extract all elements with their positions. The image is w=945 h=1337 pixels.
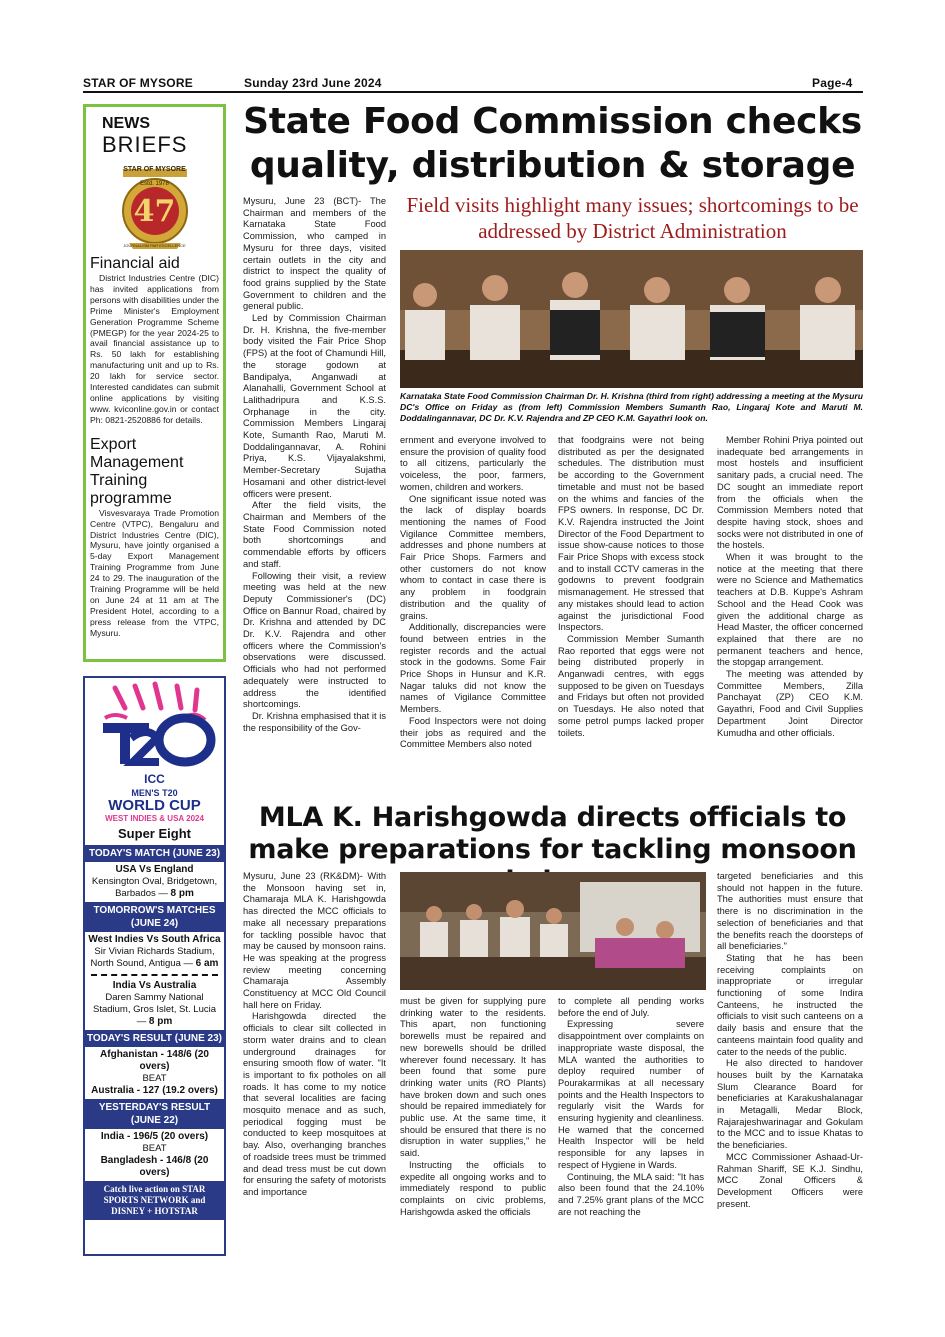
todays-result-band: TODAY'S RESULT (JUNE 23) [85,1030,224,1047]
todays-match-venue: Kensington Oval, Bridgetown, Barbados [91,876,218,899]
news-briefs-subtitle: BRIEFS [102,132,188,157]
issue-date: Sunday 23rd June 2024 [244,76,382,90]
tomorrow-match-1-time: 6 am [195,958,219,969]
yesterdays-result-a: India - 196/5 (20 overs) [100,1131,209,1142]
news-briefs-title: NEWS [102,115,150,132]
story2-headline: MLA K. Harishgowda directs officials to make preparations for tackling monsoon [248,802,857,865]
t20-logo [85,678,224,788]
logo-number: 47 [133,194,176,229]
anniversary-logo [115,163,195,251]
tomorrow-match-2: India Vs Australia Daren Sammy National Stadium, Gros Islet, St. Lucia — 8 pm [92,980,217,1027]
tomorrow-match-2-time: 8 pm [148,1016,173,1027]
todays-result [85,1047,224,1099]
story1-col2: ernment and everyone involved to ensure the provision of quality food to all citizens, particularly the voiceless, the poor, farmers, women, children and workers. One significant issue noted was the lack of display boards mentioning the names of Food Vigilance Committee members, addresses and phone numbers at Fair Price Shops. Farmers and other customers do not know whom to contact in case there is any problem in foodgrain distribution and the quality of grains. Additionally, discrepancies were found between entries in the register records and the actual stock in the godowns. Some Fair Price Shops in Hunsur and K.R. Nagar taluks did not know the names of Vigilance Committee Members. Food Inspectors were not doing their jobs as required and the Committee Members also noted [400,435,546,750]
todays-match-time: 8 pm [170,888,194,899]
todays-result-b: Australia - 127 (19.2 overs) [91,1085,218,1096]
paper-name: STAR OF MYSORE [83,76,193,90]
hosts-label: WEST INDIES & USA 2024 [105,814,204,823]
story2-col2: must be given for supplying pure drinking water to the residents. This apart, non functioning borewells must be repaired and new borewells should be drilled wherever found necessary. It has been found that some pure drinking water units (RO Plants) have broken down and such ones should be repaired immediately for public use. At the same time, it should be ensured that there is no disruption in water supplies," he said. Instructing the officials to expedite all ongoing works and to immediately respond to public complaints on civic problems, Harishgowda asked the officials [400,996,546,1217]
yesterdays-result-band: YESTERDAY'S RESULT (JUNE 22) [85,1099,224,1129]
council-meeting-photo-icon [400,872,706,990]
stage-label: Super Eight [118,826,191,841]
story1-deck: Field visits highlight many issues; shortcomings to be addressed by District Administration [406,193,859,243]
yesterdays-result-beat: BEAT [142,1143,167,1154]
story1-headline: State Food Commission checks quality, distribution & storage [243,101,862,186]
story2-col1: Mysuru, June 23 (RK&DM)- With the Monsoon having set in, Chamaraja MLA K. Harishgowda has directed the MCC officials to make all necessary preparations for tackling possible havoc that may be caused by monsoon rains. He was speaking at the progress review meeting concerning Chamaraja Assembly Constituency at MCC Old Council hall here on Friday. Harishgowda directed the officials to clear silt collected in storm water drains and to clean underground drainages for ensuring smooth flow of water. "It is important to fix potholes on all roads. It has come to my notice that several localities are facing mosquito menace and as such, periodical fogging must be conducted to keep mosquitoes at bay. Also, overhanging branches of roadside trees must be trimmed and dead tress must be cut down for ensuring the safety of motorists and importance [243,871,386,1197]
todays-match-band: TODAY'S MATCH (JUNE 23) [85,845,224,862]
mens-t20-label: MEN'S T20 [131,788,178,798]
tomorrow-match-1: West Indies Vs South Africa Sir Vivian Richards Stadium, North Sound, Antigua — 6 am [88,934,221,969]
brief-1-heading: Financial aid [90,255,180,272]
brief-2-body: Visvesvaraya Trade Promotion Centre (VTPC), Bengaluru and District Industries Centre (DIC), Mysuru, have jointly organised a 5-day Export Management Training Programme from June 24 to 29. The inauguration of the Training Programme will be held on June 24 at 11 am at The President Hotel, according to a press release from the VTPC, Mysuru. [90,507,219,638]
todays-match: USA Vs England Kensington Oval, Bridgetown, Barbados — 8 pm [91,864,218,899]
todays-match-teams: USA Vs England [115,864,194,875]
brief-2-heading: Export Management Training programme [90,435,184,507]
icc-label: ICC [144,772,165,786]
tomorrows-matches-band: TOMORROW'S MATCHES (JUNE 24) [85,902,224,932]
tomorrow-match-1-venue: Sir Vivian Richards Stadium, North Sound, Antigua [90,946,215,969]
story2-col3: to complete all pending works before the end of July. Expressing severe disappointment over complaints on inappropriate waste disposal, the MLA wanted the authorities to deploy required number of Pourakarmikas at all necessary points and the Health Inspectors to regularly visit the Wards for ensuring hygienity and cleanliness. He warned that the concerned Health Inspector will be held responsible for any lapses in respect of Hygiene in Wards. Continuing, the MLA said: "It has also been found that the 24.10% and 7.25% grant plans of the MCC are not reaching the [558,996,704,1217]
world-cup-label: WORLD CUP [108,797,201,814]
tomorrow-match-1-teams: West Indies Vs South Africa [88,934,221,945]
broadcast-footer: Catch live action on STAR SPORTS NETWORK and DISNEY + HOTSTAR [85,1181,224,1220]
tomorrow-match-2-teams: India Vs Australia [112,980,197,991]
logo-motto: JOURNALISM PAR EXCELLENCE [123,243,186,248]
yesterdays-result [85,1129,224,1181]
story2-photo [400,872,706,990]
todays-result-a: Afghanistan - 148/6 (20 overs) [100,1049,209,1072]
todays-result-beat: BEAT [142,1073,167,1084]
meeting-photo-icon [400,250,863,388]
logo-top-text: STAR OF MYSORE [123,166,186,173]
story1-caption: Karnataka State Food Commission Chairman Dr. H. Krishna (third from right) addressing a meeting at the Mysuru DC's Office on Friday as (from left) Commission Members Sumanth Rao, Lingaraj Kote and Maruti M. Doddalingannavar, DC Dr. K.V. Rajendra and ZP CEO K.M. Gayathri look on. [400,391,863,423]
page-number: Page-4 [812,76,853,90]
yesterdays-result-b: Bangladesh - 146/8 (20 overs) [100,1155,209,1178]
story1-col1: Mysuru, June 23 (BCT)- The Chairman and members of the Karnataka State Food Commission, who camped in Mysuru for three days, visited certain outlets in the city and district to inspect the quality of food grains supplied by the State Government to children and the general public. Led by Commission Chairman Dr. H. Krishna, the five-member body visited the Fair Price Shop (FPS) at the foot of Chamundi Hill, the storage godown at Bandipalya, Anganwadi at Alanahalli, Government School at Lalithadripura and K.S.S. Orphanage in the city. Commission Members Lingaraj Kote, Sumanth Rao, Maruti M. Doddalingannavar, A. Rohini Priya, K.S. Vijayalakshmi, Member-Secretary Sujatha Hosamani and other district-level officers were present. After the field visits, the Chairman and Members of the State Food Commission noted both shortcomings and commendable efforts by officers and staff. Following their visit, a review meeting was held at the new Deputy Commissioner's (DC) Office on Bannur Road, chaired by Dr. Krishna and attended by DC Dr. K.V. Rajendra and other officers where the Commission's observations were discussed. Officials who had not performed adequately were instructed to address the identified shortcomings. Dr. Krishna emphasised that it is the responsibility of the Gov- [243,196,386,733]
news-briefs-box [83,104,226,662]
tomorrow-match-2-venue: Daren Sammy National Stadium, Gros Islet, St. Lucia [92,992,217,1015]
story1-col4: Member Rohini Priya pointed out inadequate bed arrangements in most hostels and insufficient sanitary pads, a crucial need. The DC sought an immediate report from the officials when the Commission Members noted that despite having stock, shoes and socks were not distributed in one of the hostels. When it was brought to the notice at the meeting that there were no Science and Mathematics teachers at D.B. Kuppe's Ashram School and the Head Cook was given the additional charge as Head Master, the officer concerned explained that there are no permanent teachers and hence, the stopgap arrangement. The meeting was attended by Committee Members, Zilla Panchayat (ZP) CEO K.M. Gayathri, Food and Civil Supplies Department Joint Director Kumudha and other officials. [717,435,863,738]
story2-col4: targeted beneficiaries and this should not happen in the future. The authorities must ensure that there is no discrimination in the selection of beneficiaries and that the benefits reach the doorsteps of all beneficiaries." Stating that he has been receiving complaints on inappropriate or irregular functioning of some Indira Canteens, he instructed the officials to visit such canteens on a daily basis and ensure that the canteens maintain food quality and cater to the needs of the public. He also directed to handover houses built by the Karnataka Slum Clearance Board for beneficiaries at Karakushalanagar in Metagalli, Medar Block, Rajarajeshwarinagar and Gokulam to the MCC and to issue Khatas to the beneficiaries. MCC Commissioner Ashaad-Ur-Rahman Shariff, SE K.J. Sindhu, MCC Zonal Officers & Development Officers were present. [717,871,863,1209]
logo-est: Estd. 1978 [140,181,169,187]
match-divider [91,974,218,976]
story1-photo [400,250,863,388]
story1-col3: that foodgrains were not being distributed as per the designated schedules. The distribution must be according to the Government timetable and must not be based on the whims and fancies of the FPS owners. In response, DC Dr. K.V. Rajendra instructed the Joint Director of the Food Department to issue show-cause notices to those Fair Price Shops with excess stock and to install CCTV cameras in the godowns to prevent foodgrain mismanagement. He stressed that any mistakes should lead to action against the jurisdictional Food Inspectors. Commission Member Sumanth Rao reported that eggs were not being distributed properly in Anganwadi centres, with eggs supposed to be given on Tuesdays and Fridays but often not provided on Tuesdays. He also noted that some petrol pumps lacked proper toilets. [558,435,704,738]
brief-1-body: District Industries Centre (DIC) has invited applications from persons with disabilities under the Prime Minister's Employment Generation Programme Scheme (PMEGP) for the year 2024-25 to avail financial assistance up to Rs. 50 lakh for establishing manufacturing unit and up to Rs. 20 lakh for service sector. Interested candidates can submit online applications by visiting www. kviconline.gov.in or contact Ph: 0821-2520886 for details. [90,273,219,425]
world-cup-box [83,676,226,1256]
masthead-rule [83,91,863,93]
